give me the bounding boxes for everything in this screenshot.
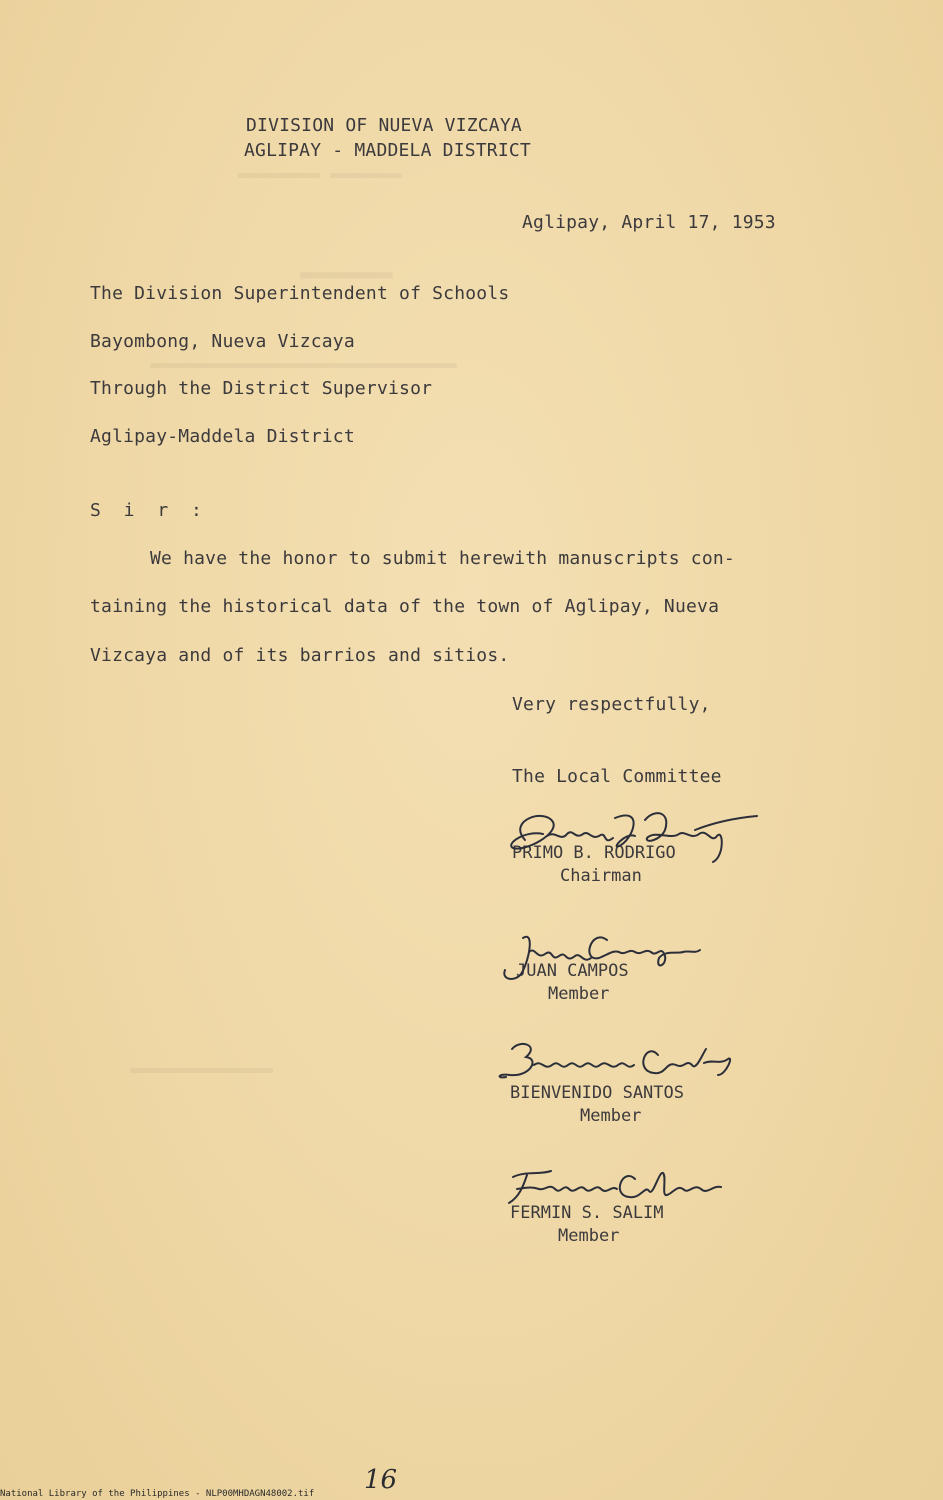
signatory-name: FERMIN S. SALIM [510, 1203, 664, 1223]
signatory-role: Member [558, 1226, 620, 1246]
signatory-name: PRIMO B. RODRIGO [512, 843, 676, 863]
archive-footer: National Library of the Philippines - NLP00MHDAGN48002.tif [0, 1489, 315, 1499]
addressee-line: Through the District Supervisor [90, 378, 433, 399]
addressee-line: Bayombong, Nueva Vizcaya [90, 331, 355, 352]
district-heading: AGLIPAY - MADDELA DISTRICT [244, 140, 531, 161]
addressee-line: The Division Superintendent of Schools [90, 283, 510, 304]
bleed-through-text: ▬▬▬▬▬▬▬▬▬▬▬▬▬▬▬▬▬▬▬▬▬▬▬▬▬▬▬▬▬▬ [150, 355, 458, 375]
complimentary-close: Very respectfully, [512, 694, 711, 715]
addressee-line: Aglipay-Maddela District [90, 426, 355, 447]
bleed-through-text: ▬▬▬▬▬▬▬ [300, 262, 393, 287]
handwritten-signature [490, 1035, 740, 1090]
handwritten-page-number: 16 [364, 1465, 398, 1495]
signatory-role: Chairman [560, 866, 642, 886]
salutation: S i r : [90, 500, 208, 521]
handwritten-signature [495, 922, 705, 992]
letter-date: Aglipay, April 17, 1953 [522, 212, 776, 233]
signatory-role: Member [548, 984, 610, 1004]
body-line: Vizcaya and of its barrios and sitios. [90, 645, 510, 666]
signatory-name: JUAN CAMPOS [516, 961, 629, 981]
division-heading: DIVISION OF NUEVA VIZCAYA [246, 115, 522, 136]
body-line: taining the historical data of the town of Aglipay, Nueva [90, 596, 720, 617]
signatory-role: Member [580, 1106, 642, 1126]
committee-title: The Local Committee [512, 766, 722, 787]
handwritten-signature [495, 1165, 735, 1210]
bleed-through-text: ▬▬▬▬▬▬▬▬ ▬▬▬▬▬▬▬ [238, 165, 402, 185]
handwritten-signature [495, 800, 765, 890]
signatory-name: BIENVENIDO SANTOS [510, 1083, 684, 1103]
bleed-through-text: ▬▬▬▬▬▬▬▬▬▬▬▬▬▬ [130, 1060, 274, 1080]
body-line: We have the honor to submit herewith manuscripts con- [150, 548, 735, 569]
